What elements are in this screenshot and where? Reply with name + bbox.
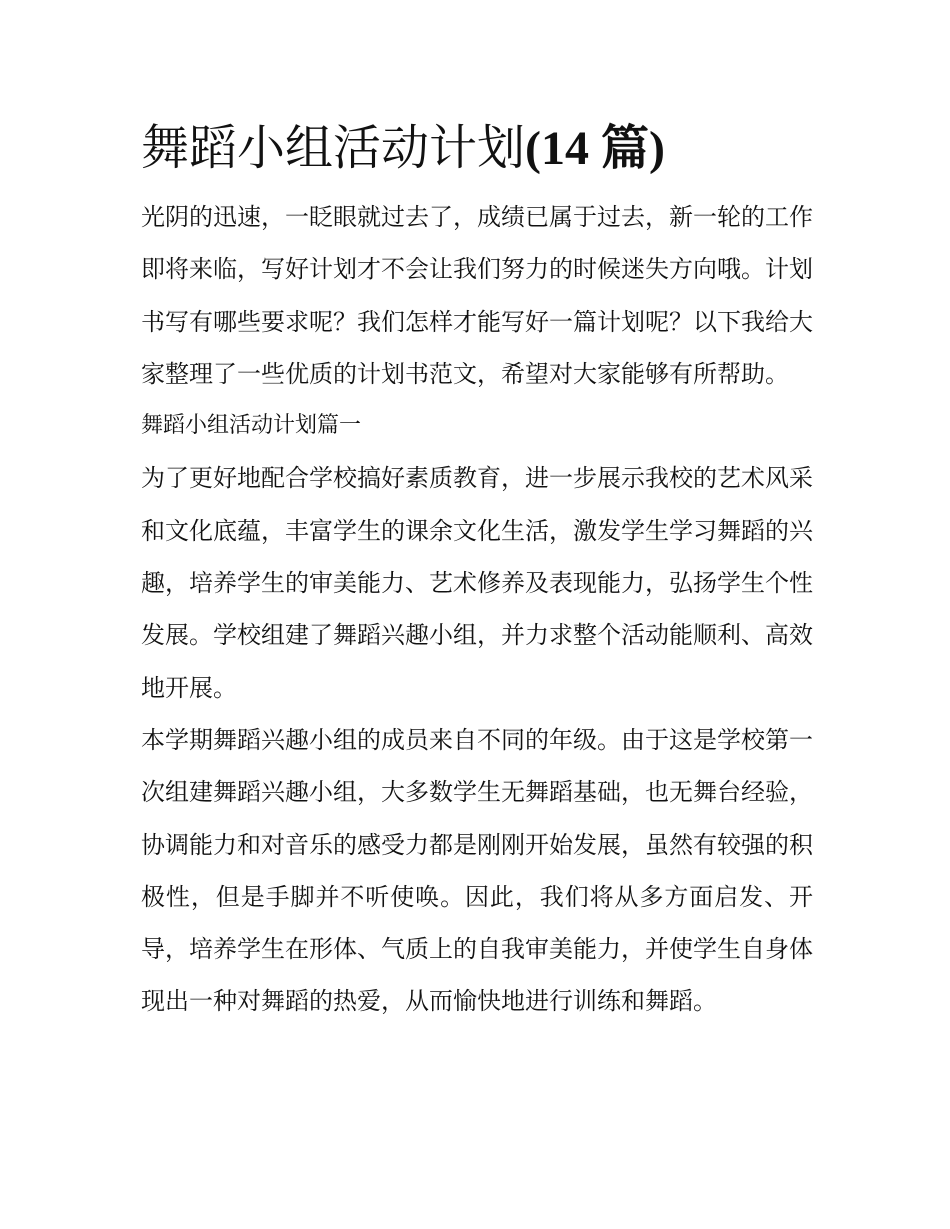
body-paragraph-1: 为了更好地配合学校搞好素质教育，进一步展示我校的艺术风采和文化底蕴，丰富学生的课余文化生活，激发学生学习舞蹈的兴趣，培养学生的审美能力、艺术修养及表现能力，弘扬学生个性发展。学校组建了舞蹈兴趣小组，并力求整个活动能顺利、高效地开展。 — [141, 464, 813, 702]
section-heading: 舞蹈小组活动计划篇一 — [141, 413, 362, 439]
document-title-suffix: (14 篇) — [525, 122, 665, 175]
document-page — [141, 112, 813, 1028]
intro-paragraph: 光阴的迅速，一眨眼就过去了，成绩已属于过去，新一轮的工作即将来临，写好计划才不会让我们努力的时候迷失方向哦。计划书写有哪些要求呢？我们怎样才能写好一篇计划呢？以下我给大家整理了一些优质的计划书范文，希望对大家能够有所帮助。 — [141, 203, 813, 388]
document-title — [141, 112, 813, 185]
document-title-main: 舞蹈小组活动计划 — [141, 120, 526, 176]
body-paragraph-2: 本学期舞蹈兴趣小组的成员来自不同的年级。由于这是学校第一次组建舞蹈兴趣小组，大多数学生无舞蹈基础，也无舞台经验，协调能力和对音乐的感受力都是刚刚开始发展，虽然有较强的积极性，但是手脚并不听使唤。因此，我们将从多方面启发、开导，培养学生在形体、气质上的自我审美能力，并使学生自身体现出一种对舞蹈的热爱，从而愉快地进行训练和舞蹈。 — [141, 725, 813, 1016]
